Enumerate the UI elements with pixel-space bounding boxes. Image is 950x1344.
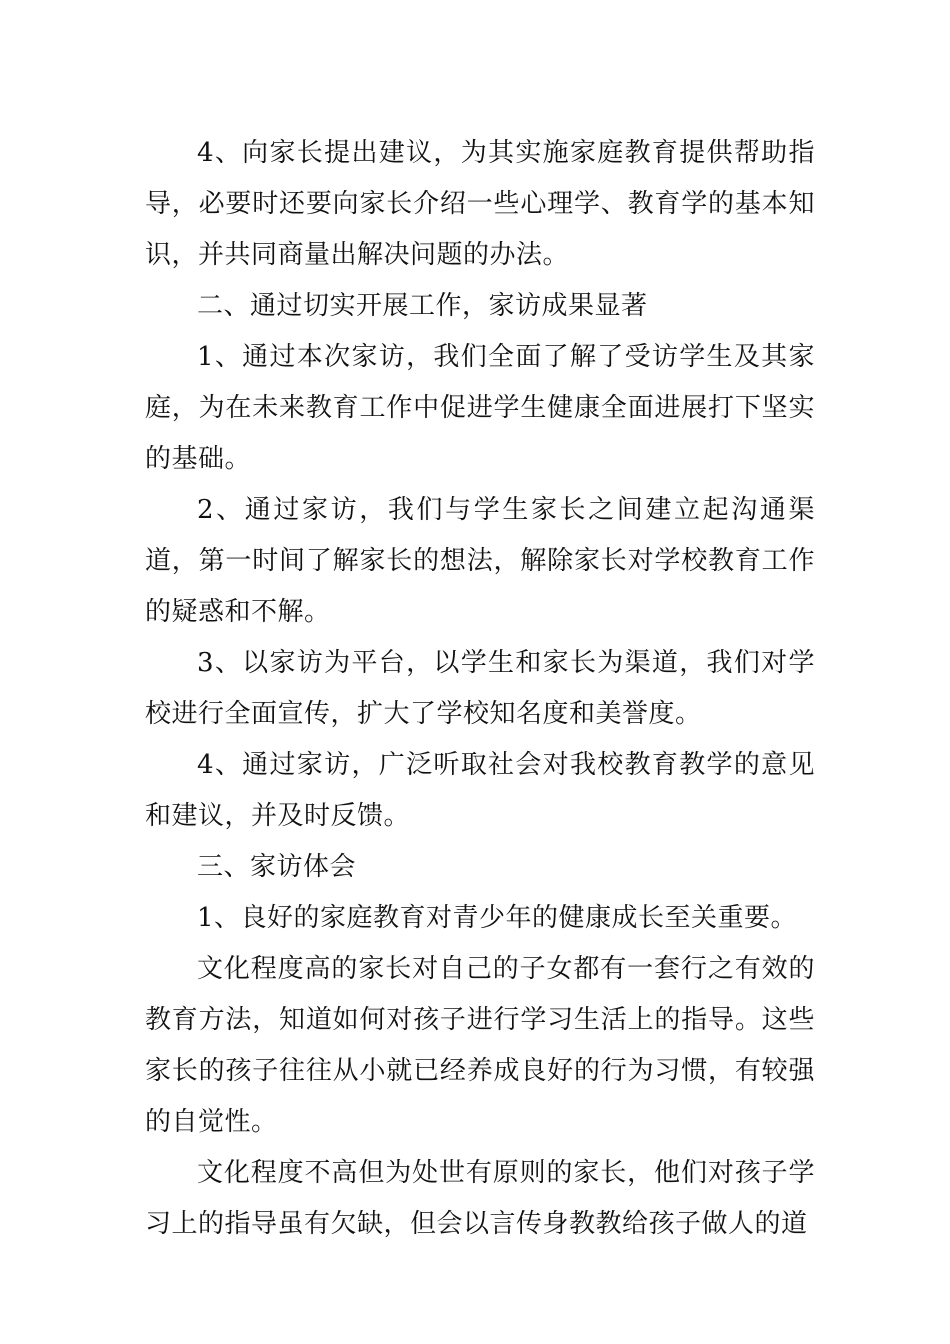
paragraph-educated-parents: 文化程度高的家长对自己的子女都有一套行之有效的教育方法，知道如何对孩子进行学习生活上的指导。这些家长的孩子往往从小就已经养成良好的行为习惯，有较强的自觉性。 [145,954,815,1137]
paragraph-principled-parents: 文化程度不高但为处世有原则的家长，他们对孩子学习上的指导虽有欠缺，但会以言传身教教给孩子做人的道 [145,1158,815,1239]
paragraph-result-2: 2、通过家访，我们与学生家长之间建立起沟通渠道，第一时间了解家长的想法，解除家长对学校教育工作的疑惑和不解。 [145,495,815,627]
paragraph-result-3: 3、以家访为平台，以学生和家长为渠道，我们对学校进行全面宣传，扩大了学校知名度和美誉度。 [145,648,815,729]
section-heading-experience: 三、家访体会 [197,852,357,882]
paragraph-suggestions: 4、向家长提出建议，为其实施家庭教育提供帮助指导，必要时还要向家长介绍一些心理学、教育学的基本知识，并共同商量出解决问题的办法。 [145,138,815,270]
paragraph-result-1: 1、通过本次家访，我们全面了解了受访学生及其家庭，为在未来教育工作中促进学生健康全面进展打下坚实的基础。 [145,342,815,474]
paragraph-result-4: 4、通过家访，广泛听取社会对我校教育教学的意见和建议，并及时反馈。 [145,750,815,831]
document-body [145,128,815,1250]
paragraph-experience-1: 1、良好的家庭教育对青少年的健康成长至关重要。 [197,903,798,933]
section-heading-results: 二、通过切实开展工作，家访成果显著 [197,291,648,321]
